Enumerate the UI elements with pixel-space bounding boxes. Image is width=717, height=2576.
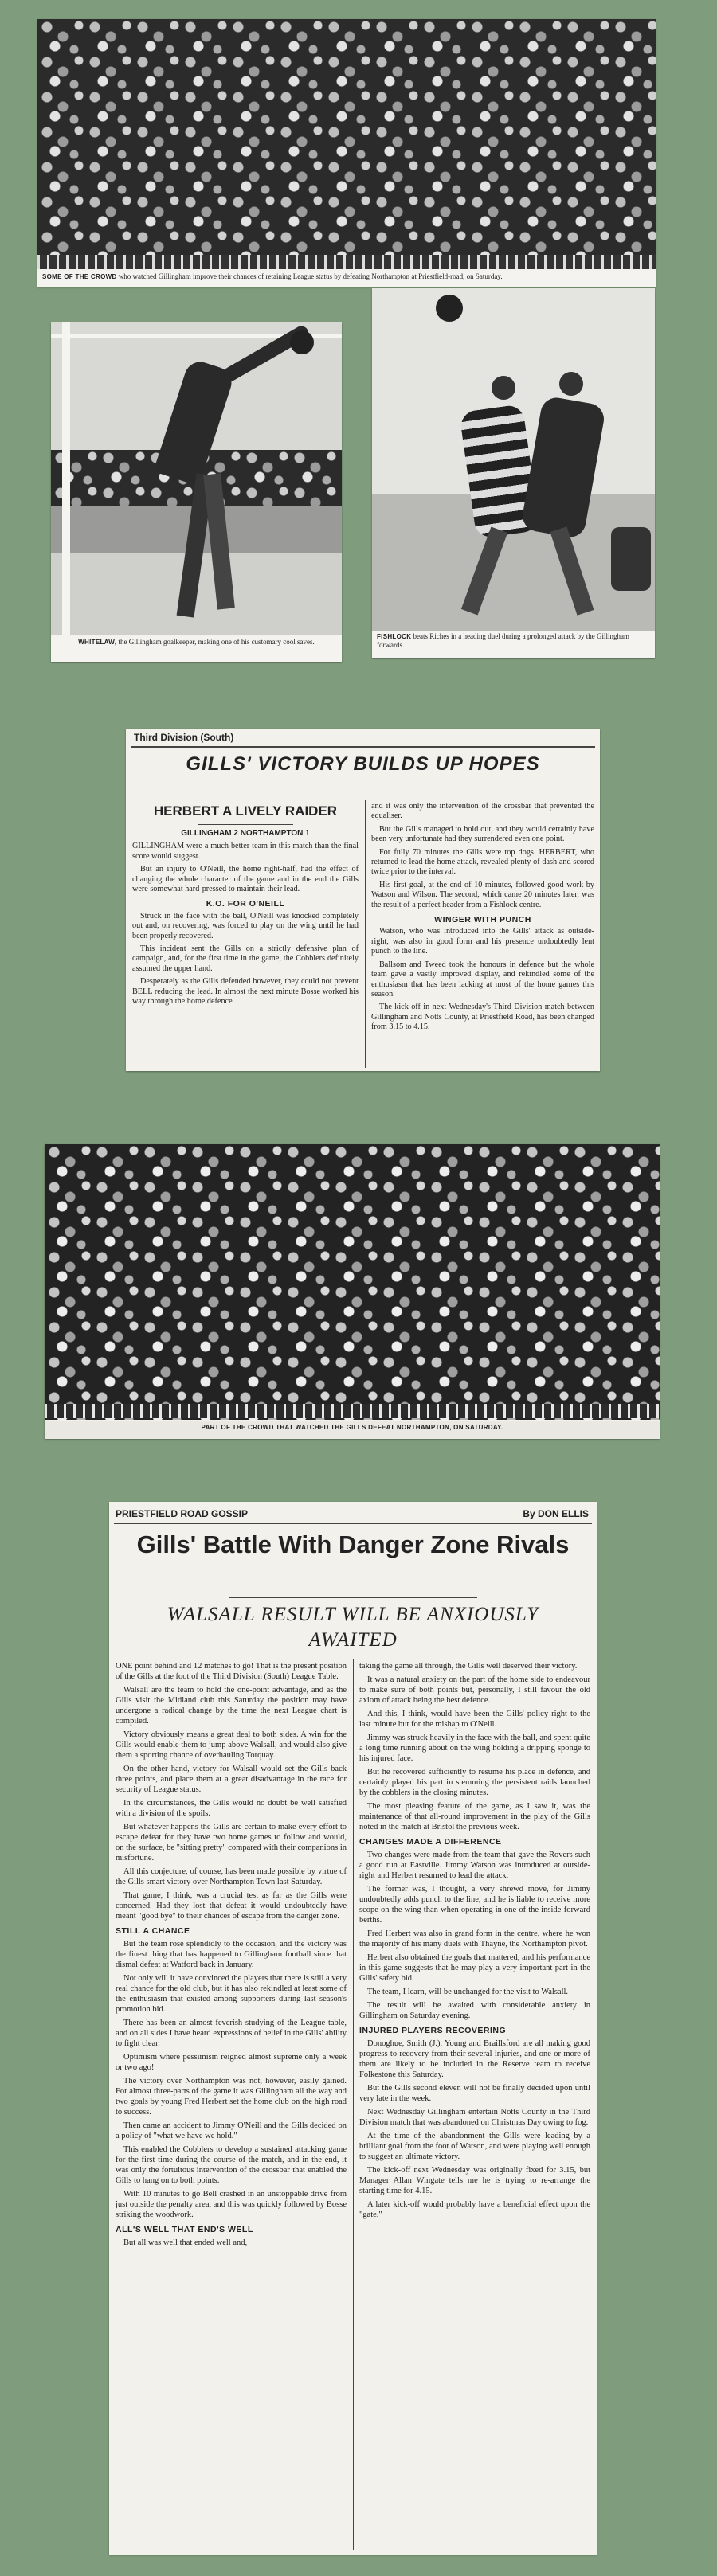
article1-p1: GILLINGHAM were a much better team in this match than the final score would suggest.	[132, 842, 358, 861]
article1-subhead-ko: K.O. FOR O'NEILL	[206, 899, 285, 909]
article1-headline: GILLS' VICTORY BUILDS UP HOPES	[186, 753, 540, 775]
article1-section: Third Division (South)	[134, 732, 234, 743]
article2-subhead: WALSALL RESULT WILL BE ANXIOUSLY AWAITED	[167, 1604, 539, 1651]
crowd-photo-top	[37, 19, 656, 269]
header-duel-photo-caption: FISHLOCK beats Riches in a heading duel during a prolonged attack by the Gillingham forwards.	[372, 631, 655, 658]
article2-section: PRIESTFIELD ROAD GOSSIP	[116, 1508, 249, 1519]
article-priestfield-gossip	[109, 1502, 597, 2555]
article2-subhead-chance: STILL A CHANCE	[116, 1926, 190, 1936]
article1-score: GILLINGHAM 2 NORTHAMPTON 1	[181, 829, 310, 838]
article1-subhead-winger: WINGER WITH PUNCH	[434, 915, 531, 925]
crowd-photo-mid-clipping	[45, 1144, 660, 1439]
article2-col1: ONE point behind and 12 matches to go! That is the present position of the Gills at the foot of the Third Division (South) League Table. Walsall are the team to hold the one-point advantage, and as the Gills visit the Midland club this Saturday the position may have undergone a radical change by the time the next League chart is compiled. Victory obviously means a great deal to both sides. A win for the Gills would enable them to jump above Walsall, and would also give them a sporting chance of overhauling Torquay. On the other hand, victory for Walsall would set the Gills back three points, and place them at a great disadvantage in the race for security of League status. In the circumstances, the Gills would no doubt be well satisfied with a division of the spoils. But whatever happens the Gills are certain to make every effort to escape defeat for they have two home games to follow and would, on the surface, be "sitting pretty" compared with their companions in misfortune. All this conjecture, of course, has been made possible by virtue of the Gills smart victory over Northampton Town last Saturday. That game, I think, was a crucial test as far as the Gills were concerned. Had they lost that defeat it would undoubtedly have meant "good bye" to their chances of escape from the danger zone. STILL A CHANCE But the team rose splendidly to the occasion, and the victory was the finest thing that has happened to Gillingham football since that dismal defeat at Watford back in January. Not only will it have convinced the players that there is still a very real chance for the old club, but it has also rekindled at least some of the enthusiasm that existed among supporters during last season's promotion bid. There has been an almost feverish studying of the League table, and on all sides I have heard expressions of belief in the Gills' ability to fight clear. Optimism where pessimism reigned almost supreme only a week or two ago! The victory over Northampton was not, however, easily gained. For almost three-parts of the game it was Gillingham all the way and two goals by young Fred Herbert set the home club on the high road to success. Then came an accident to Jimmy O'Neill and the Gills decided on a policy of "what we have we hold." This enabled the Cobblers to develop a sustained attacking game for the first time during the course of the match, and in the end, it was only the fortuitous intervention of the crossbar that enabled the Gills to hang on to both points. With 10 minutes to go Bell crashed in an unstoppable drive from just outside the penalty area, and this was quickly followed by Bosse striking the woodwork. ALL'S WELL THAT END'S WELL But all was well that ended well and,	[116, 1662, 347, 2247]
article1-subhead: HERBERT A LIVELY RAIDER	[153, 803, 338, 819]
article1-col1: HERBERT A LIVELY RAIDER GILLINGHAM 2 NORTHAMPTON 1 GILLINGHAM were a much better team in this match than the final score would suggest. But an injury to O'Neill, the home right-half, had the effect of changing the whole character of the game and in the end the Gills were somewhat hard-pressed to maintain their lead. K.O. FOR O'NEILL Struck in the face with the ball, O'Neill was knocked completely out and, on recovering, was forced to play on the wing until he had been properly recovered. This incident sent the Gills on a strictly defensive plan of campaign, and, for the first time in the game, the Cobblers definitely assumed the upper hand. Desperately as the Gills defended however, they could not prevent BELL reducing the lead. In almost the next minute Bosse worked his way through the home defence	[132, 803, 358, 1007]
article2-byline: By DON ELLIS	[523, 1508, 589, 1519]
article2-col2: taking the game all through, the Gills well deserved their victory. It was a natural anxiety on the part of the home side to endeavour to make sure of both points but, personally, I still favour the old axiom of attack being the best defence. And this, I think, would have been the Gills' policy right to the last minute but for the mishap to O'Neill. Jimmy was struck heavily in the face with the ball, and spent quite a long time running about on the wing holding a dripping sponge to his injured face. But he recovered sufficiently to resume his place in defence, and certainly played his part in stemming the persistent raids launched by the cobblers in the closing minutes. The most pleasing feature of the game, as I saw it, was the maintenance of that all-round improvement in the play of the Gills noted in the match at Bristol the previous week. CHANGES MADE A DIFFERENCE Two changes were made from the team that gave the Rovers such a good run at Eastville. Jimmy Watson was introduced at outside-right and Herbert resumed to lead the attack. The former was, I thought, a very shrewd move, for Jimmy undoubtedly adds punch to the line, and he is liable to receive more scope on the wing than when operating in one of the inside-forward berths. Fred Herbert was also in grand form in the centre, where he won the majority of his many duels with Thayne, the Northampton pivot. Herbert also obtained the goals that mattered, and his performance in this game suggests that he may play a very important part in the Gills' safety bid. The team, I learn, will be unchanged for the visit to Walsall. The result will be awaited with considerable anxiety in Gillingham on Saturday evening. INJURED PLAYERS RECOVERING Donoghue, Smith (J.), Young and Braillsford are all making good progress to recovery from their several injuries, and one or more of them are likely to be included in the Reserve team to receive Folkestone this Saturday. But the Gills second eleven will not be finally decided upon until very late in the week. Next Wednesday Gillingham entertain Notts County in the Third Division match that was abandoned on Christmas Day owing to fog. At the time of the abandonment the Gills were leading by a brilliant goal from the foot of Watson, and were playing well enough to suggest an ultimate victory. The kick-off next Wednesday was originally fixed for 3.15, but Manager Allan Wingate tells me he is trying to re-arrange the starting time for 4.15. A later kick-off would probably have a beneficial effect upon the "gate."	[359, 1662, 590, 2219]
goalkeeper-photo-clipping	[51, 322, 342, 662]
article-gills-victory	[126, 729, 600, 1071]
crowd-photo-mid	[45, 1144, 660, 1420]
crowd-photo-top-clipping	[37, 19, 656, 287]
article2-subhead-changes: CHANGES MADE A DIFFERENCE	[359, 1837, 502, 1847]
header-duel-photo	[372, 288, 655, 631]
article1-col2: and it was only the intervention of the crossbar that prevented the equaliser. But the Gills managed to hold out, and they would certainly have been very unfortunate had they surrendered even one point. For fully 70 minutes the Gills were top dogs. HERBERT, who returned to lead the home attack, revealed plenty of dash and scored twice prior to the interval. His first goal, at the end of 10 minutes, followed good work by Watson and Wilson. The second, which came 20 minutes later, was the result of a perfect header from a Fishlock centre. WINGER WITH PUNCH Watson, who was introduced into the Gills' attack as outside-right, was also in good form and his presence undoubtedly lent punch to the line. Ballsom and Tweed took the honours in defence but the whole team gave a vastly improved display, and rekindled some of the enthusiasm that has been lacking at most of the home games this season. The kick-off in next Wednesday's Third Division match between Gillingham and Notts County, at Priestfield Road, has been changed from 3.15 to 4.15.	[371, 802, 594, 1032]
article2-subhead-injured: INJURED PLAYERS RECOVERING	[359, 2026, 507, 2035]
crowd-photo-top-caption: SOME OF THE CROWD who watched Gillingham improve their chances of retaining League status by defeating Northampton at Priestfield-road, on Saturday.	[37, 271, 656, 287]
header-duel-photo-clipping	[372, 288, 655, 658]
goalkeeper-photo-caption: WHITELAW, the Gillingham goalkeeper, making one of his customary cool saves.	[51, 636, 342, 662]
crowd-photo-mid-caption: PART OF THE CROWD THAT WATCHED THE GILLS DEFEAT NORTHAMPTON, ON SATURDAY.	[45, 1421, 660, 1439]
article2-subhead-ends: ALL'S WELL THAT END'S WELL	[116, 2225, 253, 2234]
article2-headline: Gills' Battle With Danger Zone Rivals	[136, 1530, 570, 1558]
goalkeeper-photo	[51, 322, 342, 635]
